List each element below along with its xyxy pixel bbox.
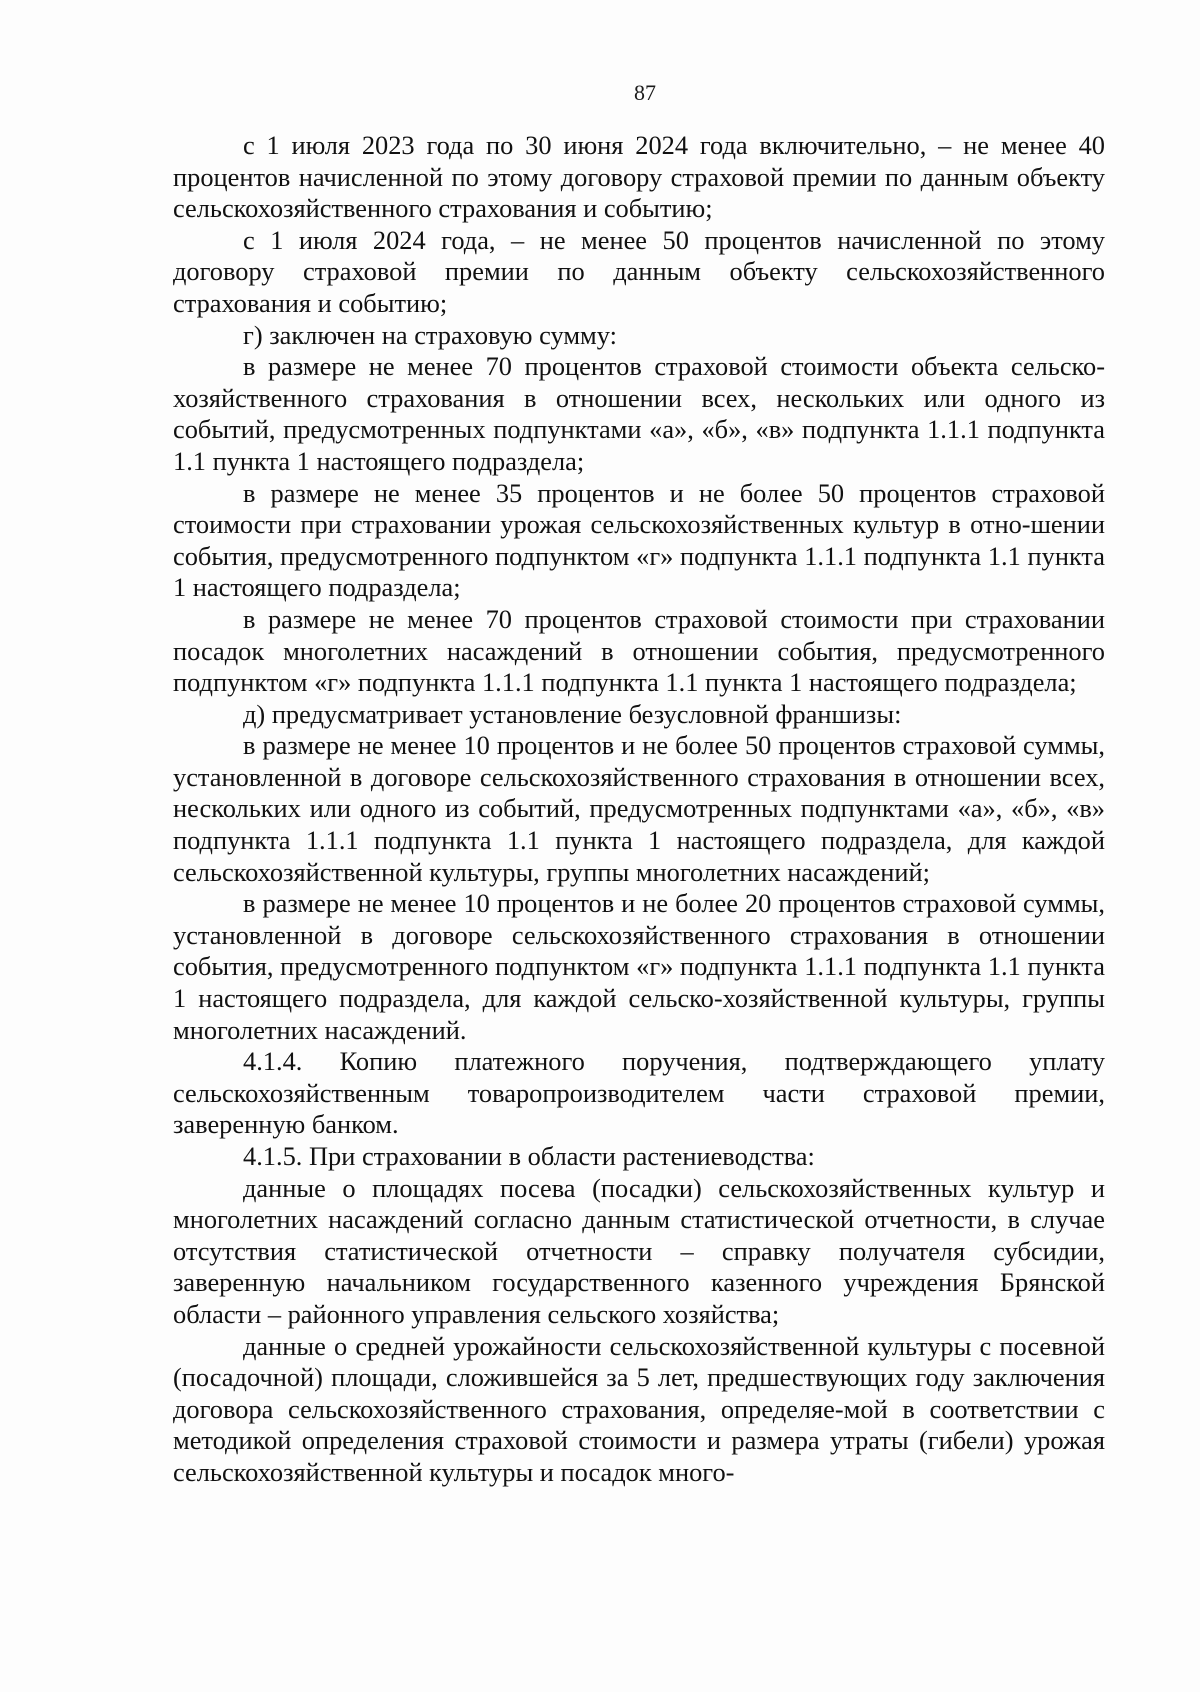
document-body — [173, 130, 1105, 1489]
paragraph-sowing-area-data: данные о площадях посева (посадки) сельскохозяйственных культур и многолетних насаждений согласно данным статистической отчетности, в случае отсутствия статистической отчетности – справку получателя субсидии, заверенную начальником государственного казенного учреждения Брянской области – районного управления сельского хозяйства; — [173, 1172, 1105, 1329]
paragraph-franchise-heading: д) предусматривает установление безусловной франшизы: — [243, 698, 902, 729]
paragraph-contract-2024: с 1 июля 2024 года, – не менее 50 процентов начисленной по этому договору страховой премии по данным объекту сельскохозяйственного страхования и событию; — [173, 224, 1105, 318]
paragraph-contract-2023: с 1 июля 2023 года по 30 июня 2024 года включительно, – не менее 40 процентов начисленной по этому договору страховой премии по данным объекту сельскохозяйственного страхования и событию; — [173, 130, 1105, 224]
page-number: 87 — [634, 80, 656, 105]
paragraph-insured-sum-perennial: в размере не менее 70 процентов страховой стоимости при страховании посадок многолетних насаждений в отношении события, предусмотренного подпунктом «г» подпункта 1.1.1 подпункта 1.1 пункта 1 настоящего подраздела; — [173, 603, 1105, 698]
paragraph-insured-sum-heading: г) заключен на страховую сумму: — [243, 319, 617, 350]
paragraph-4-1-5: 4.1.5. При страховании в области растениеводства: — [243, 1141, 815, 1171]
paragraph-franchise-10-50: в размере не менее 10 процентов и не более 50 процентов страховой суммы, установленной в договоре сельскохозяйственного страхования в отношении всех, нескольких или одного из событий, предусмотренных подпунктами «а», «б», «в» подпункта 1.1.1 подпункта 1.1 пункта 1 настоящего подраздела, для каждой сельскохозяйственной культуры, группы многолетних насаждений; — [173, 730, 1105, 887]
paragraph-franchise-10-20: в размере не менее 10 процентов и не более 20 процентов страховой суммы, установленной в договоре сельскохозяйственного страхования в отношении события, предусмотренного подпунктом «г» подпункта 1.1.1 подпункта 1.1 пункта 1 настоящего подраздела, для каждой сельско-хозяйственной культуры, группы многолетних насаждений. — [173, 888, 1105, 1045]
paragraph-average-yield-data: данные о средней урожайности сельскохозяйственной культуры с посевной (посадочной) площади, сложившейся за 5 лет, предшествующих году заключения договора сельскохозяйственного страхования, определяе-мой в соответствии с методикой определения страховой стоимости и размера утраты (гибели) урожая сельскохозяйственной культуры и посадок много- — [173, 1330, 1105, 1487]
paragraph-insured-sum-70: в размере не менее 70 процентов страховой стоимости объекта сельско-хозяйственного страхования в отношении всех, нескольких или одного из событий, предусмотренных подпунктами «а», «б», «в» подпункта 1.1.1 подпункта 1.1 пункта 1 настоящего подраздела; — [173, 351, 1105, 476]
paragraph-insured-sum-35-50: в размере не менее 35 процентов и не более 50 процентов страховой стоимости при страховании урожая сельскохозяйственных культур в отно-шении события, предусмотренного подпунктом «г» подпункта 1.1.1 подпункта 1.1 пункта 1 настоящего подраздела; — [173, 477, 1105, 603]
paragraph-4-1-4: 4.1.4. Копию платежного поручения, подтверждающего уплату сельскохозяйственным товаропроизводителем части страховой премии, заверенную банком. — [173, 1046, 1105, 1140]
